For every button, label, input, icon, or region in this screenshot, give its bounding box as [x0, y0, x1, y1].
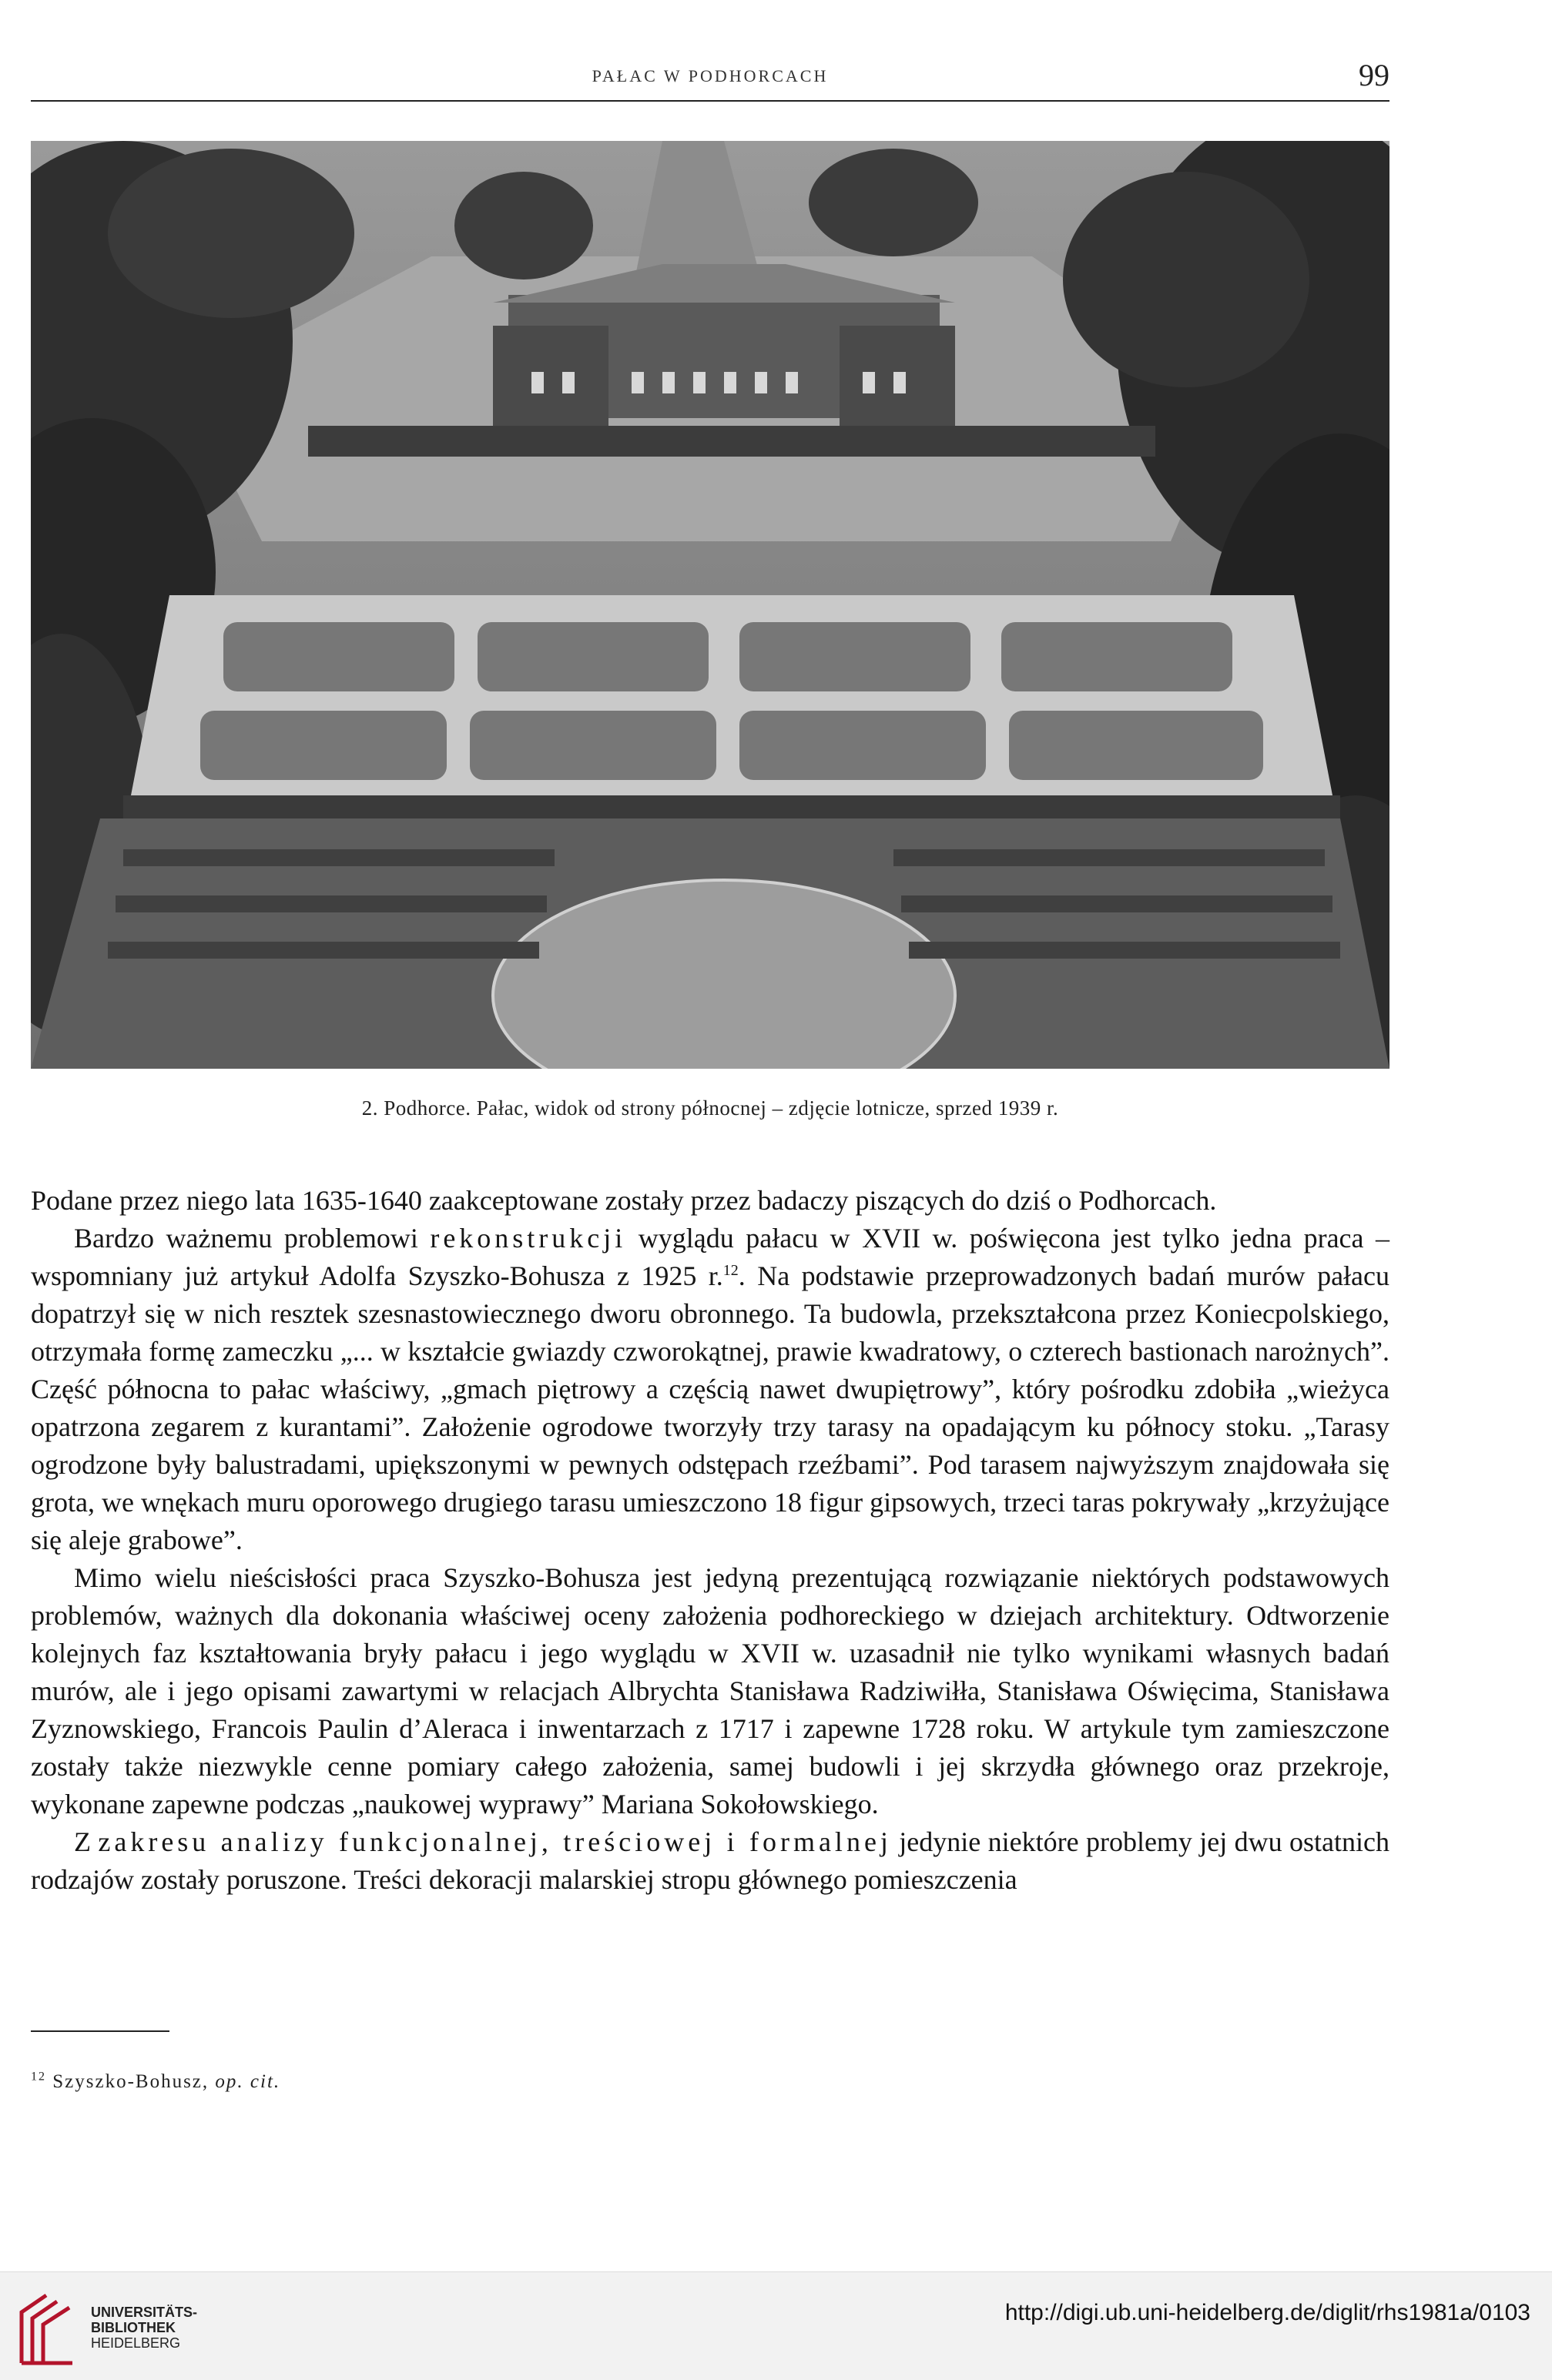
footnote-mark: 12	[31, 2070, 46, 2084]
library-name-line-3: HEIDELBERG	[91, 2335, 181, 2351]
paragraph-3: Mimo wielu nieścisłości praca Szyszko-Bohusza jest jedyną prezentującą rozwiązanie niektórych podstawowych problemów, ważnych dla dokonania właściwej oceny założenia podhoreckiego w dziejach architektury. Odtworzenie kolejnych faz kształtowania bryły pałacu i jego wyglądu w XVII w. uzasadnił nie tylko wynikami własnych badań murów, ale i jego opisami zawartymi w relacjach Albrychta Stanisława Radziwiłła, Stanisława Oświęcima, Stanisława Zyznowskiego, Francois Paulin d’Aleraca i inwentarzach z 1717 i zapewne 1728 roku. W artykule tym zamieszczone zostały także niezwykle cenne pomiary całego założenia, samej budowli i jej skrzydła głównego oraz przekroje, wykonane zapewne podczas „naukowej wyprawy” Mariana Sokołowskiego.	[31, 1562, 1389, 1819]
paragraph-4-end: jedynie niektóre problemy jej dwu ostatnich rodzajów zostały poruszone. Treści dekoracji malarskiej stropu głównego pomieszczenia	[31, 1826, 1389, 1895]
figure-caption: 2. Podhorce. Pałac, widok od strony północnej – zdjęcie lotnicze, sprzed 1939 r.	[361, 1096, 1059, 1120]
aerial-photograph	[31, 141, 1389, 1069]
library-name-line-1: UNIVERSITÄTS-	[91, 2305, 198, 2320]
footnote-reference[interactable]: 12	[722, 1262, 739, 1279]
paragraph-4-start: Z	[74, 1826, 99, 1857]
page-number: 99	[1359, 58, 1389, 92]
footnote-author: Szyszko-Bohusz,	[52, 2071, 210, 2092]
footnote	[31, 2071, 280, 2093]
spaced-emphasis-analysis: zakresu analizy funkcjonalnej, treściowej i formalnej	[98, 1826, 892, 1857]
footnote-divider	[31, 2030, 169, 2032]
library-name-line-2: BIBLIOTHEK	[91, 2320, 176, 2335]
paragraph-4	[31, 1823, 1389, 1899]
paragraph-1: Podane przez niego lata 1635-1640 zaakceptowane zostały przez badaczy piszących do dziś o Podhorcach.	[31, 1185, 1217, 1216]
permalink-url[interactable]: http://digi.ub.uni-heidelberg.de/diglit/rhs1981a/0103	[1004, 2300, 1530, 2325]
palace-aerial-photo-illustration	[31, 141, 1389, 1069]
paragraph-2-middle: wyglądu pałacu w XVII w. poświęcona jest tylko jedna praca – wspomniany już artykuł Adolfa Szyszko-Bohusza z 1925 r.	[31, 1223, 1389, 1291]
library-footer	[0, 2271, 1552, 2380]
body-text	[31, 1182, 1389, 1899]
running-header	[31, 58, 1389, 102]
paragraph-2-end: . Na podstawie przeprowadzonych badań murów pałacu dopatrzył się w nich resztek szesnastowiecznego dworu obronnego. Ta budowla, przekształcona przez Koniecpolskiego, otrzymała formę zameczku „... w kształcie gwiazdy czworokątnej, prawie kwadratowy, o czterech bastionach narożnych”. Część północna to pałac właściwy, „gmach piętrowy a częścią nawet dwupiętrowy”, który pośrodku zdobiła „wieżyca opatrzona zegarem z kurantami”. Założenie ogrodowe tworzyły trzy tarasy na opadającym ku północy stoku. „Tarasy ogrodzone były balustradami, upiększonymi w pewnych odstępach rzeźbami”. Pod tarasem najwyższym znajdowała się grota, we wnękach muru oporowego drugiego tarasu umieszczono 18 figur gipsowych, trzeci taras pokrywały „krzyżujące się aleje grabowe”.	[31, 1260, 1390, 1555]
spaced-emphasis-rekonstrukcji: rekonstrukcji	[430, 1223, 627, 1254]
paragraph-2	[31, 1220, 1389, 1559]
library-logo-icon[interactable]	[15, 2289, 79, 2366]
paragraph-2-start: Bardzo ważnemu problemowi	[74, 1223, 431, 1254]
running-title: PAŁAC W PODHORCACH	[592, 66, 829, 85]
library-name	[91, 2305, 197, 2351]
footnote-ref: op. cit.	[215, 2071, 281, 2092]
